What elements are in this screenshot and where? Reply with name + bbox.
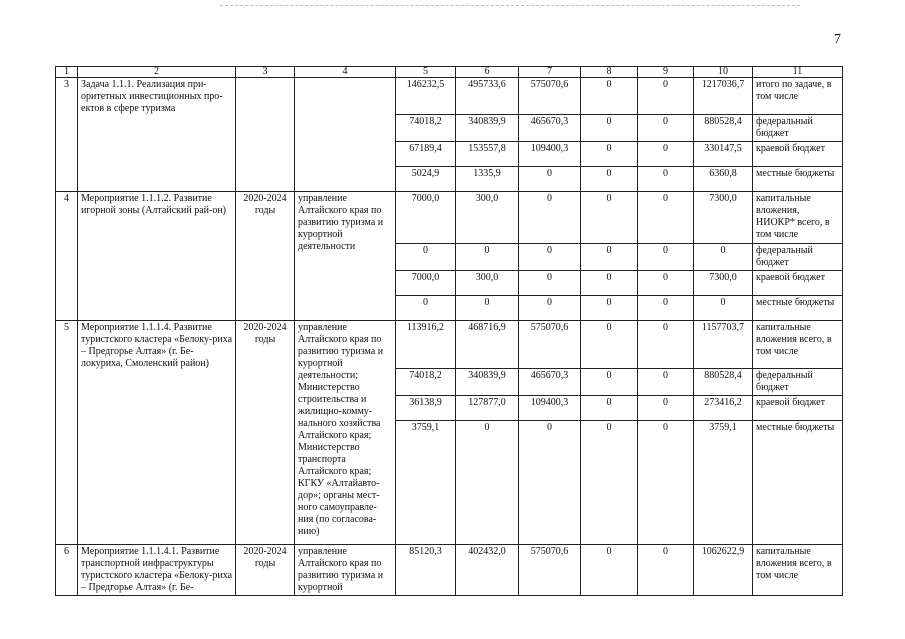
row-name-cell: Мероприятие 1.1.1.4. Развитие туристского кластера «Белоку-риха – Предгорье Алтая» (г. Бе-локуриха, Смоленский район): [78, 321, 236, 545]
value-cell: 465670,3: [519, 115, 581, 142]
value-cell: 0: [581, 545, 638, 596]
value-cell: 146232,5: [396, 78, 456, 115]
value-cell: 0: [638, 545, 694, 596]
value-cell: 0: [581, 296, 638, 321]
header-cell: 4: [295, 67, 396, 78]
value-cell: 0: [519, 167, 581, 192]
value-cell: 0: [519, 296, 581, 321]
funding-source-cell: капитальные вложения всего, в том числе: [753, 545, 843, 596]
value-cell: 575070,6: [519, 321, 581, 369]
row-number-cell: 3: [56, 78, 78, 192]
value-cell: 0: [638, 244, 694, 271]
value-cell: 0: [581, 321, 638, 369]
row-name-cell: Мероприятие 1.1.1.2. Развитие игорной зоны (Алтайский рай-он): [78, 192, 236, 321]
value-cell: 1157703,7: [694, 321, 753, 369]
value-cell: 0: [638, 142, 694, 167]
value-cell: 0: [694, 296, 753, 321]
value-cell: 575070,6: [519, 78, 581, 115]
row-number-cell: 6: [56, 545, 78, 596]
value-cell: 0: [581, 167, 638, 192]
value-cell: 153557,8: [456, 142, 519, 167]
value-cell: 0: [638, 167, 694, 192]
header-cell: 2: [78, 67, 236, 78]
funding-source-cell: местные бюджеты: [753, 421, 843, 545]
value-cell: 0: [581, 421, 638, 545]
value-cell: 127877,0: [456, 396, 519, 421]
row-period-cell: 2020-2024 годы: [236, 192, 295, 321]
value-cell: 273416,2: [694, 396, 753, 421]
value-cell: 1062622,9: [694, 545, 753, 596]
value-cell: 0: [581, 78, 638, 115]
funding-source-cell: краевой бюджет: [753, 271, 843, 296]
column-number-header: [56, 67, 843, 78]
value-cell: 0: [581, 192, 638, 244]
value-cell: 0: [519, 244, 581, 271]
value-cell: 0: [638, 369, 694, 396]
value-cell: 36138,9: [396, 396, 456, 421]
value-cell: 3759,1: [396, 421, 456, 545]
value-cell: 465670,3: [519, 369, 581, 396]
header-cell: 6: [456, 67, 519, 78]
row-executor-cell: управление Алтайского края по развитию туризма и курортной деятельности; Министерство строительства и жилищно-комму-нального хозяйства Алтайского края; Министерство транспорта Алтайского края; КГКУ «Алтайавто-дор»; органы мест-ного самоуправле-ния (по согласова-нию): [295, 321, 396, 545]
value-cell: 0: [456, 244, 519, 271]
value-cell: 7000,0: [396, 271, 456, 296]
value-cell: 0: [581, 115, 638, 142]
table-row: [56, 192, 843, 244]
value-cell: 880528,4: [694, 369, 753, 396]
value-cell: 67189,4: [396, 142, 456, 167]
value-cell: 0: [638, 115, 694, 142]
value-cell: 0: [581, 142, 638, 167]
value-cell: 0: [396, 244, 456, 271]
value-cell: 7300,0: [694, 192, 753, 244]
value-cell: 3759,1: [694, 421, 753, 545]
value-cell: 0: [638, 296, 694, 321]
funding-source-cell: капитальные вложения всего, в том числе: [753, 321, 843, 369]
value-cell: 0: [638, 421, 694, 545]
row-number-cell: 4: [56, 192, 78, 321]
row-period-cell: 2020-2024 годы: [236, 321, 295, 545]
value-cell: 0: [519, 271, 581, 296]
value-cell: 1335,9: [456, 167, 519, 192]
value-cell: 0: [638, 78, 694, 115]
header-cell: 1: [56, 67, 78, 78]
header-cell: 10: [694, 67, 753, 78]
value-cell: 0: [638, 396, 694, 421]
value-cell: 85120,3: [396, 545, 456, 596]
value-cell: 0: [638, 321, 694, 369]
value-cell: 1217036,7: [694, 78, 753, 115]
value-cell: 330147,5: [694, 142, 753, 167]
funding-source-cell: федеральный бюджет: [753, 369, 843, 396]
value-cell: 495733,6: [456, 78, 519, 115]
value-cell: 300,0: [456, 271, 519, 296]
value-cell: 7000,0: [396, 192, 456, 244]
value-cell: 6360,8: [694, 167, 753, 192]
value-cell: 74018,2: [396, 115, 456, 142]
value-cell: 0: [519, 421, 581, 545]
value-cell: 74018,2: [396, 369, 456, 396]
table-row: [56, 78, 843, 115]
value-cell: 0: [694, 244, 753, 271]
value-cell: 0: [581, 369, 638, 396]
funding-source-cell: федеральный бюджет: [753, 115, 843, 142]
header-cell: 5: [396, 67, 456, 78]
value-cell: 0: [581, 396, 638, 421]
row-executor-cell: [295, 78, 396, 192]
value-cell: 109400,3: [519, 396, 581, 421]
row-period-cell: [236, 78, 295, 192]
value-cell: 0: [456, 421, 519, 545]
row-number-cell: 5: [56, 321, 78, 545]
header-cell: 8: [581, 67, 638, 78]
value-cell: 5024,9: [396, 167, 456, 192]
funding-source-cell: местные бюджеты: [753, 167, 843, 192]
value-cell: 0: [519, 192, 581, 244]
value-cell: 0: [396, 296, 456, 321]
value-cell: 113916,2: [396, 321, 456, 369]
funding-source-cell: итого по задаче, в том числе: [753, 78, 843, 115]
value-cell: 402432,0: [456, 545, 519, 596]
value-cell: 0: [638, 271, 694, 296]
header-cell: 11: [753, 67, 843, 78]
row-executor-cell: управление Алтайского края по развитию туризма и курортной деятельности: [295, 192, 396, 321]
header-cell: 9: [638, 67, 694, 78]
row-name-cell: Мероприятие 1.1.1.4.1. Развитие транспортной инфраструктуры туристского кластера «Белоку-риха – Предгорье Алтая» (г. Бе-: [78, 545, 236, 596]
value-cell: 300,0: [456, 192, 519, 244]
funding-source-cell: местные бюджеты: [753, 296, 843, 321]
funding-source-cell: капитальные вложения, НИОКР* всего, в том числе: [753, 192, 843, 244]
value-cell: 468716,9: [456, 321, 519, 369]
row-name-cell: Задача 1.1.1. Реализация при-оритетных инвестиционных про-ектов в сфере туризма: [78, 78, 236, 192]
header-cell: 3: [236, 67, 295, 78]
funding-source-cell: краевой бюджет: [753, 396, 843, 421]
value-cell: 7300,0: [694, 271, 753, 296]
page-number: 7: [834, 32, 841, 47]
value-cell: 0: [581, 271, 638, 296]
table-row: [56, 321, 843, 369]
funding-source-cell: федеральный бюджет: [753, 244, 843, 271]
row-period-cell: 2020-2024 годы: [236, 545, 295, 596]
value-cell: 575070,6: [519, 545, 581, 596]
value-cell: 0: [456, 296, 519, 321]
value-cell: 0: [581, 244, 638, 271]
value-cell: 0: [638, 192, 694, 244]
program-table: [55, 66, 843, 596]
funding-source-cell: краевой бюджет: [753, 142, 843, 167]
row-executor-cell: управление Алтайского края по развитию туризма и курортной: [295, 545, 396, 596]
value-cell: 880528,4: [694, 115, 753, 142]
value-cell: 109400,3: [519, 142, 581, 167]
table-row: [56, 545, 843, 596]
scan-artifact-line: [220, 5, 800, 7]
value-cell: 340839,9: [456, 115, 519, 142]
value-cell: 340839,9: [456, 369, 519, 396]
header-cell: 7: [519, 67, 581, 78]
